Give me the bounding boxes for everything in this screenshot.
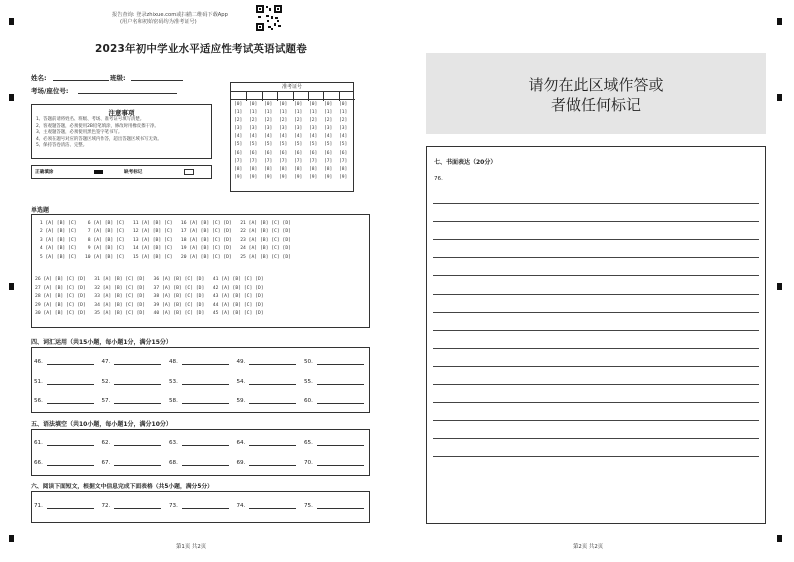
fill-blank-item[interactable]	[237, 439, 297, 446]
admission-digit-bubble[interactable]: [6]	[279, 150, 288, 156]
admission-digit-bubble[interactable]: [3]	[264, 126, 273, 132]
notice-item: 1、答题前请将姓名、班级、考场、准考证号填写清楚。	[36, 117, 145, 122]
answer-line[interactable]	[317, 358, 364, 365]
question-number: 71.	[34, 503, 43, 509]
answer-line[interactable]	[182, 502, 229, 509]
no-answer-zone	[426, 53, 766, 134]
question-number: 54.	[236, 378, 246, 385]
correct-fill-label: 正确填涂	[35, 170, 54, 175]
absent-label: 缺考标记	[124, 170, 143, 175]
admission-digit-bubble[interactable]: [3]	[279, 126, 288, 132]
correct-fill-sample	[94, 170, 103, 174]
admission-digit-bubble[interactable]: [8]	[234, 166, 243, 172]
admission-digit-bubble[interactable]: [0]	[339, 102, 348, 107]
fill-blank-item[interactable]	[304, 439, 364, 446]
fill-blank-item[interactable]	[102, 439, 162, 446]
admission-column-divider	[339, 91, 340, 101]
question-number: 49.	[236, 359, 246, 365]
admission-digit-bubble[interactable]: [9]	[309, 174, 318, 180]
writing-line[interactable]	[433, 348, 759, 349]
question-number: 63.	[169, 440, 178, 446]
grammar-section-title: 五、语法填空（共10小题，每小题1分，满分10分）	[31, 421, 172, 428]
admission-digit-bubble[interactable]: [7]	[339, 158, 348, 164]
admission-digit-bubble[interactable]: [5]	[294, 142, 303, 148]
admission-digit-column[interactable]	[294, 101, 302, 182]
fill-blank-item[interactable]	[34, 397, 94, 404]
question-number: 55.	[304, 378, 313, 385]
admission-digit-bubble[interactable]: [2]	[249, 118, 258, 124]
writing-line[interactable]	[433, 384, 759, 385]
question-number: 52.	[101, 378, 111, 385]
answer-line[interactable]	[249, 378, 296, 385]
class-label: 班级:	[110, 74, 126, 82]
admission-digit-bubble[interactable]: [6]	[264, 150, 273, 156]
answer-line[interactable]	[182, 397, 229, 404]
admission-digit-bubble[interactable]: [3]	[234, 126, 243, 132]
fill-blank-item[interactable]	[102, 378, 162, 385]
writing-line[interactable]	[433, 366, 759, 367]
notice-title: 注意事项	[108, 109, 135, 117]
admission-digit-bubble[interactable]: [2]	[234, 118, 243, 124]
question-number: 59.	[236, 398, 246, 404]
name-field[interactable]	[53, 80, 109, 81]
admission-digit-bubble[interactable]: [8]	[279, 166, 288, 172]
mc-question-row[interactable]: 1 [A] [B] [C] 6 [A] [B] [C] 11 [A] [B] [C] 16 [A] [B] [C] [D] 21 [A] [B] [C] [D]	[37, 221, 291, 226]
answer-line[interactable]	[317, 397, 364, 404]
question-number: 48.	[169, 359, 178, 365]
question-number: 75.	[304, 503, 313, 509]
admission-number-box	[230, 82, 354, 192]
admission-digit-bubble[interactable]: [2]	[294, 118, 303, 124]
answer-line[interactable]	[182, 439, 229, 446]
admission-digit-bubble[interactable]: [1]	[249, 110, 258, 116]
question-number: 51.	[34, 378, 43, 385]
question-number: 46.	[34, 359, 43, 365]
writing-line[interactable]	[433, 330, 759, 331]
admission-digit-bubble[interactable]: [3]	[309, 126, 318, 132]
writing-line[interactable]	[433, 420, 759, 421]
fill-blank-item[interactable]	[237, 358, 297, 365]
question-number: 47.	[101, 359, 111, 365]
answer-line[interactable]	[249, 502, 296, 509]
question-number: 67.	[101, 460, 111, 466]
admission-digit-bubble[interactable]: [9]	[279, 174, 288, 180]
writing-question-number: 76.	[434, 176, 443, 182]
admission-digit-bubble[interactable]: [1]	[234, 110, 243, 116]
answer-line[interactable]	[249, 459, 296, 466]
question-number: 57.	[101, 398, 111, 404]
fill-blank-item[interactable]	[34, 439, 94, 446]
answer-line[interactable]	[47, 378, 94, 385]
admission-digit-bubble[interactable]: [3]	[249, 126, 258, 132]
admission-digit-bubble[interactable]: [9]	[234, 174, 243, 180]
admission-digit-bubble[interactable]: [7]	[234, 158, 243, 164]
question-number: 69.	[236, 460, 246, 466]
question-number: 56.	[34, 398, 43, 404]
registration-mark	[9, 283, 14, 290]
admission-digit-bubble[interactable]: [5]	[309, 142, 318, 148]
fill-blank-item[interactable]	[237, 397, 297, 404]
admission-digit-bubble[interactable]: [4]	[324, 134, 333, 140]
absent-checkbox[interactable]	[184, 169, 194, 175]
admission-number-title: 准考证号	[231, 83, 353, 92]
admission-digit-column[interactable]	[249, 101, 257, 182]
admission-digit-bubble[interactable]: [3]	[294, 126, 303, 132]
fill-blank-item[interactable]	[169, 459, 229, 466]
admission-column-divider	[246, 91, 247, 101]
vocab-answer-box	[31, 347, 370, 413]
admission-digit-bubble[interactable]: [6]	[339, 150, 348, 156]
fill-blank-item[interactable]	[169, 502, 229, 509]
fill-blank-item[interactable]	[304, 378, 364, 385]
admission-digit-bubble[interactable]: [9]	[294, 174, 303, 180]
question-number: 70.	[304, 460, 313, 466]
notice-item: 5、保持答卷清洁、完整。	[36, 143, 88, 149]
admission-digit-bubble[interactable]: [5]	[339, 142, 348, 148]
admission-digit-bubble[interactable]: [7]	[324, 158, 333, 164]
admission-digit-bubble[interactable]: [8]	[294, 166, 303, 172]
admission-digit-bubble[interactable]: [0]	[234, 102, 243, 107]
fill-blank-item[interactable]	[169, 378, 229, 385]
writing-line[interactable]	[433, 456, 759, 457]
registration-mark	[9, 94, 14, 101]
answer-line[interactable]	[114, 502, 161, 509]
writing-line[interactable]	[433, 438, 759, 439]
admission-digit-bubble[interactable]: [7]	[309, 158, 318, 164]
answer-line[interactable]	[317, 378, 364, 385]
vocab-section-title: 四、词汇运用（共15小题，每小题1分，满分15分）	[31, 339, 172, 346]
writing-line[interactable]	[433, 203, 759, 204]
registration-mark	[777, 283, 782, 290]
answer-line[interactable]	[114, 439, 161, 446]
fill-blank-item[interactable]	[102, 459, 162, 466]
admission-digit-bubble[interactable]: [5]	[279, 142, 288, 148]
question-number: 61.	[34, 440, 43, 446]
admission-digit-bubble[interactable]: [7]	[264, 158, 273, 164]
admission-digit-bubble[interactable]: [8]	[324, 166, 333, 172]
question-number: 58.	[169, 398, 178, 404]
admission-digit-bubble[interactable]: [8]	[249, 166, 258, 172]
admission-column-divider	[293, 91, 294, 101]
admission-digit-bubble[interactable]: [1]	[339, 110, 348, 116]
admission-digit-bubble[interactable]: [3]	[339, 126, 348, 132]
admission-digit-bubble[interactable]: [4]	[309, 134, 318, 140]
fill-blank-item[interactable]	[169, 397, 229, 404]
mc-question-row[interactable]: 30 [A] [B] [C] [D] 35 [A] [B] [C] [D] 40 [A] [B] [C] [D] 45 [A] [B] [C] [D]	[35, 311, 264, 317]
answer-line[interactable]	[114, 397, 161, 404]
reading-section-title: 六、阅读下面短文，根据文中信息完成下面表格（共5小题，满分5分）	[31, 484, 213, 490]
admission-digit-bubble[interactable]: [4]	[294, 134, 303, 140]
admission-digit-bubble[interactable]: [2]	[309, 118, 318, 124]
mc-question-row[interactable]: 27 [A] [B] [C] [D] 32 [A] [B] [C] [D] 37 [A] [B] [C] [D] 42 [A] [B] [C] [D]	[35, 285, 264, 291]
answer-line[interactable]	[47, 439, 94, 446]
answer-line[interactable]	[182, 459, 229, 466]
mc-section-title: 单选题	[31, 207, 50, 214]
admission-digit-bubble[interactable]: [4]	[339, 134, 348, 140]
admission-digit-bubble[interactable]: [1]	[279, 110, 288, 116]
admission-digit-bubble[interactable]: [2]	[279, 118, 288, 124]
room-field[interactable]	[78, 93, 177, 94]
fill-blank-item[interactable]	[34, 378, 94, 385]
admission-digit-bubble[interactable]: [9]	[339, 174, 348, 180]
admission-digit-bubble[interactable]: [6]	[294, 150, 303, 156]
admission-digit-bubble[interactable]: [0]	[309, 102, 318, 107]
admission-column-divider	[277, 91, 278, 101]
answer-line[interactable]	[317, 459, 364, 466]
no-answer-text-1: 请勿在此区域作答或	[528, 76, 664, 94]
admission-digit-bubble[interactable]: [6]	[324, 150, 333, 156]
admission-digit-bubble[interactable]: [6]	[249, 150, 258, 156]
writing-line[interactable]	[433, 221, 759, 222]
admission-digit-bubble[interactable]: [1]	[264, 110, 273, 116]
registration-mark	[777, 94, 782, 101]
admission-column-divider	[323, 91, 324, 101]
question-number: 74.	[236, 503, 246, 509]
mc-question-row[interactable]: 3 [A] [B] [C] 8 [A] [B] [C] 13 [A] [B] [C] 18 [A] [B] [C] [D] 23 [A] [B] [C] [D]	[37, 237, 291, 243]
page-number-1: 第1页 共2页	[176, 544, 207, 550]
mc-question-row[interactable]: 4 [A] [B] [C] 9 [A] [B] [C] 14 [A] [B] [C] 19 [A] [B] [C] [D] 24 [A] [B] [C] [D]	[37, 246, 291, 252]
answer-line[interactable]	[47, 459, 94, 466]
admission-column-divider	[308, 91, 309, 101]
registration-mark	[777, 18, 782, 25]
page-title: 2023年初中学业水平适应性考试英语试题卷	[95, 43, 307, 55]
registration-mark	[9, 18, 14, 25]
admission-digit-bubble[interactable]: [1]	[294, 110, 303, 116]
fill-blank-item[interactable]	[169, 358, 229, 365]
admission-digit-bubble[interactable]: [7]	[249, 158, 258, 164]
answer-line[interactable]	[114, 358, 161, 365]
reading-answer-box	[31, 491, 370, 523]
question-number: 53.	[169, 378, 178, 385]
no-answer-text-2: 者做任何标记	[550, 96, 641, 114]
admission-digit-bubble[interactable]: [5]	[264, 142, 273, 148]
writing-line[interactable]	[433, 239, 759, 240]
admission-digit-bubble[interactable]: [8]	[309, 166, 318, 172]
admission-digit-bubble[interactable]: [8]	[264, 166, 273, 172]
answer-line[interactable]	[47, 397, 94, 404]
admission-digit-column[interactable]	[339, 101, 347, 182]
notice-item: 2、客观题答题，必须使用2B铅笔填涂，修改时用橡皮擦干净。	[36, 123, 159, 129]
answer-line[interactable]	[182, 378, 229, 385]
fill-blank-item[interactable]	[102, 502, 162, 509]
registration-mark	[777, 535, 782, 542]
admission-digit-column[interactable]	[234, 101, 242, 182]
admission-digit-bubble[interactable]: [9]	[324, 174, 333, 180]
writing-line[interactable]	[433, 294, 759, 295]
fill-blank-item[interactable]	[34, 502, 94, 509]
fill-blank-item[interactable]	[102, 397, 162, 404]
answer-line[interactable]	[114, 459, 161, 466]
mc-question-row[interactable]: 29 [A] [B] [C] [D] 34 [A] [B] [C] [D] 39 [A] [B] [C] [D] 44 [A] [B] [C] [D]	[35, 302, 264, 308]
notice-item: 3、主观题答题，必须使用黑色签字笔书写。	[36, 130, 123, 136]
admission-digit-bubble[interactable]: [0]	[279, 102, 288, 107]
writing-line[interactable]	[433, 312, 759, 313]
fill-legend	[31, 165, 212, 179]
fill-blank-item[interactable]	[237, 459, 297, 466]
qr-code-icon	[256, 5, 282, 31]
question-number: 50.	[304, 359, 313, 365]
answer-line[interactable]	[317, 502, 364, 509]
admission-digit-bubble[interactable]: [6]	[309, 150, 318, 156]
fill-blank-item[interactable]	[304, 459, 364, 466]
admission-digit-bubble[interactable]: [7]	[279, 158, 288, 164]
question-number: 72.	[101, 503, 111, 509]
admission-digit-bubble[interactable]: [2]	[339, 118, 348, 124]
question-number: 62.	[101, 440, 111, 446]
header-login-hint: (用户名和初始密码均为准考证号)	[120, 19, 197, 25]
room-label: 考场/座位号:	[31, 87, 69, 95]
answer-line[interactable]	[47, 502, 94, 509]
admission-digit-bubble[interactable]: [4]	[234, 134, 243, 140]
admission-digit-bubble[interactable]: [5]	[324, 142, 333, 148]
admission-digit-bubble[interactable]: [1]	[309, 110, 318, 116]
admission-digit-column[interactable]	[309, 101, 317, 182]
admission-digit-bubble[interactable]: [0]	[324, 102, 333, 107]
answer-line[interactable]	[182, 358, 229, 365]
answer-line[interactable]	[114, 378, 161, 385]
answer-line[interactable]	[249, 397, 296, 404]
admission-digit-bubble[interactable]: [0]	[249, 102, 258, 107]
admission-digit-bubble[interactable]: [9]	[264, 174, 273, 180]
answer-line[interactable]	[249, 358, 296, 365]
question-number: 68.	[169, 460, 178, 466]
header-report-info: 报告查询: 登录zhixue.com或扫描二维码下载App	[112, 12, 228, 18]
admission-digit-bubble[interactable]: [4]	[264, 134, 273, 140]
admission-digit-bubble[interactable]: [5]	[234, 142, 243, 148]
admission-digit-bubble[interactable]: [9]	[249, 174, 258, 180]
writing-line[interactable]	[433, 257, 759, 258]
grammar-answer-box	[31, 429, 370, 476]
writing-line[interactable]	[433, 402, 759, 403]
fill-blank-item[interactable]	[304, 358, 364, 365]
admission-digit-column[interactable]	[264, 101, 272, 182]
admission-digit-bubble[interactable]: [0]	[294, 102, 303, 107]
class-field[interactable]	[131, 80, 183, 81]
mc-question-row[interactable]: 28 [A] [B] [C] [D] 33 [A] [B] [C] [D] 38 [A] [B] [C] [D] 43 [A] [B] [C] [D]	[35, 294, 264, 300]
question-number: 64.	[236, 440, 246, 446]
mc-question-row[interactable]: 2 [A] [B] [C] 7 [A] [B] [C] 12 [A] [B] [C] 17 [A] [B] [C] [D] 22 [A] [B] [C] [D]	[37, 229, 291, 235]
admission-digit-bubble[interactable]: [6]	[234, 150, 243, 156]
writing-line[interactable]	[433, 275, 759, 276]
admission-digit-bubble[interactable]: [5]	[249, 142, 258, 148]
mc-answer-box	[31, 214, 370, 328]
admission-digit-bubble[interactable]: [7]	[294, 158, 303, 164]
mc-question-row[interactable]: 26 [A] [B] [C] [D] 31 [A] [B] [C] [D] 36 [A] [B] [C] [D] 41 [A] [B] [C] [D]	[35, 277, 264, 282]
admission-digit-bubble[interactable]: [8]	[339, 166, 348, 172]
admission-digit-column[interactable]	[279, 101, 287, 182]
notice-item: 4、必须在题号对应的答题区域内作答，超出答题区域书写无效。	[36, 136, 162, 142]
fill-blank-item[interactable]	[304, 502, 364, 509]
admission-digit-bubble[interactable]: [4]	[279, 134, 288, 140]
admission-digit-bubble[interactable]: [2]	[324, 118, 333, 124]
fill-blank-item[interactable]	[34, 459, 94, 466]
answer-line[interactable]	[317, 439, 364, 446]
admission-digit-bubble[interactable]: [4]	[249, 134, 258, 140]
question-number: 66.	[34, 460, 43, 466]
fill-blank-item[interactable]	[34, 358, 94, 365]
fill-blank-item[interactable]	[237, 378, 297, 385]
fill-blank-item[interactable]	[169, 439, 229, 446]
question-number: 65.	[304, 440, 313, 446]
fill-blank-item[interactable]	[237, 502, 297, 509]
fill-blank-item[interactable]	[102, 358, 162, 365]
writing-section-title: 七、书面表达（20分）	[434, 159, 497, 166]
fill-blank-item[interactable]	[304, 397, 364, 404]
admission-digit-column[interactable]	[324, 101, 332, 182]
admission-digit-bubble[interactable]: [2]	[264, 118, 273, 124]
notice-box	[31, 104, 212, 159]
registration-mark	[9, 535, 14, 542]
name-label: 姓名:	[31, 74, 47, 82]
answer-line[interactable]	[249, 439, 296, 446]
admission-digit-bubble[interactable]: [3]	[324, 126, 333, 132]
page-number-2: 第2页 共2页	[573, 544, 604, 550]
admission-column-divider	[262, 91, 263, 101]
answer-line[interactable]	[47, 358, 94, 365]
admission-digit-bubble[interactable]: [1]	[324, 110, 333, 116]
admission-digit-bubble[interactable]: [0]	[264, 102, 273, 107]
mc-question-row[interactable]: 5 [A] [B] [C] 10 [A] [B] [C] 15 [A] [B] [C] 20 [A] [B] [C] [D] 25 [A] [B] [C] [D]	[37, 254, 291, 260]
question-number: 73.	[169, 503, 178, 509]
question-number: 60.	[304, 398, 313, 404]
